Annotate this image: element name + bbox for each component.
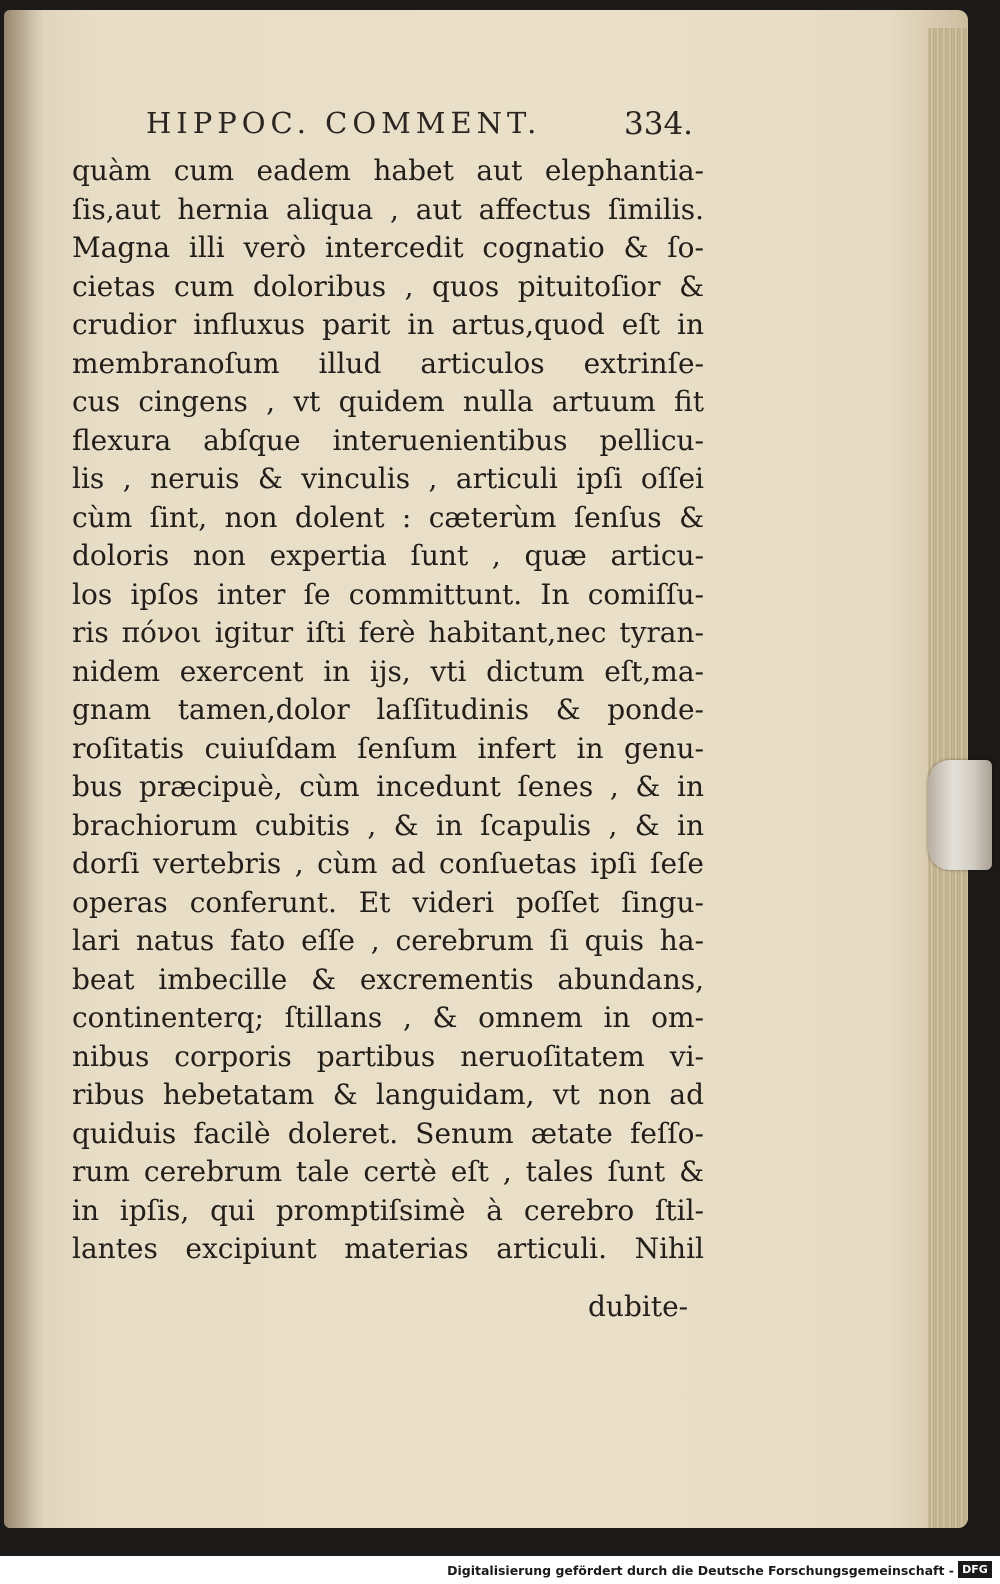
text-line: ribus hebetatam & languidam, vt non ad [72,1078,704,1111]
text-line: dorſi vertebris , cùm ad conſuetas ipſi ſeſe [72,847,704,880]
text-line: nidem exercent in ijs, vti dictum eſt,ma- [72,654,704,688]
text-line: quiduis facilè doleret. Senum ætate feſſo- [72,1116,704,1150]
text-line: crudior influxus parit in artus,quod eſt in [72,308,704,341]
text-line: ſis,aut hernia aliqua , aut affectus ſimilis. [72,192,704,226]
text-line: operas conferunt. Et videri poſſet ſingu- [72,885,704,919]
text-line: rum cerebrum tale certè eſt , tales ſunt & [72,1155,704,1188]
text-line: in ipſis, qui promptiſsimè à cerebro ſtil- [72,1193,704,1227]
text-line: cietas cum doloribus , quos pituitoſior & [72,269,704,303]
text-line: bus præcipuè, cùm incedunt ſenes , & in [72,770,704,803]
text-line: beat imbecille & excrementis abundans, [72,962,704,996]
page-number: 334. [624,106,694,142]
dfg-logo: DFG [958,1561,992,1578]
text-line: cus cingens , vt quidem nulla artuum fit [72,385,704,418]
body-text [72,152,704,1269]
text-line: doloris non expertia ſunt , quæ articu- [72,539,704,572]
text-line: cùm ſint, non dolent : cæterùm ſenſus & [72,500,704,534]
text-line: Magna illi verò intercedit cognatio & ſo- [72,231,704,264]
text-line: roſitatis cuiuſdam ſenſum infert in genu- [72,731,704,765]
catchword: dubite- [588,1290,689,1323]
text-line: flexura abſque interuenientibus pellicu- [72,423,704,457]
text-line: lantes excipiunt materias articuli. Nihil [72,1232,704,1265]
text-line: continenterq; ſtillans , & omnem in om- [72,1001,704,1034]
digitization-credit: Digitalisierung gefördert durch die Deutsche Forschungsgemeinschaft - [447,1563,954,1578]
text-line: los ipſos inter ſe committunt. In comiſſu- [72,577,704,611]
text-line: lis , neruis & vinculis , articuli ipſi oſſei [72,462,704,495]
text-line: gnam tamen,dolor laſſitudinis & ponde- [72,693,704,726]
text-line: quàm cum eadem habet aut elephantia- [72,154,704,187]
text-line: brachiorum cubitis , & in ſcapulis , & in [72,808,704,842]
text-line: membranoſum illud articulos extrinſe- [72,346,704,380]
text-line: nibus corporis partibus neruoſitatem vi- [72,1039,704,1073]
page-clip [928,760,992,870]
text-line: ris πόνοι igitur iſti ferè habitant,nec tyran- [72,616,704,649]
text-line: lari natus fato eſſe , cerebrum ſi quis ha- [72,924,704,957]
running-head: HIPPOC. COMMENT. [146,106,542,140]
gutter-shadow [4,10,44,1528]
